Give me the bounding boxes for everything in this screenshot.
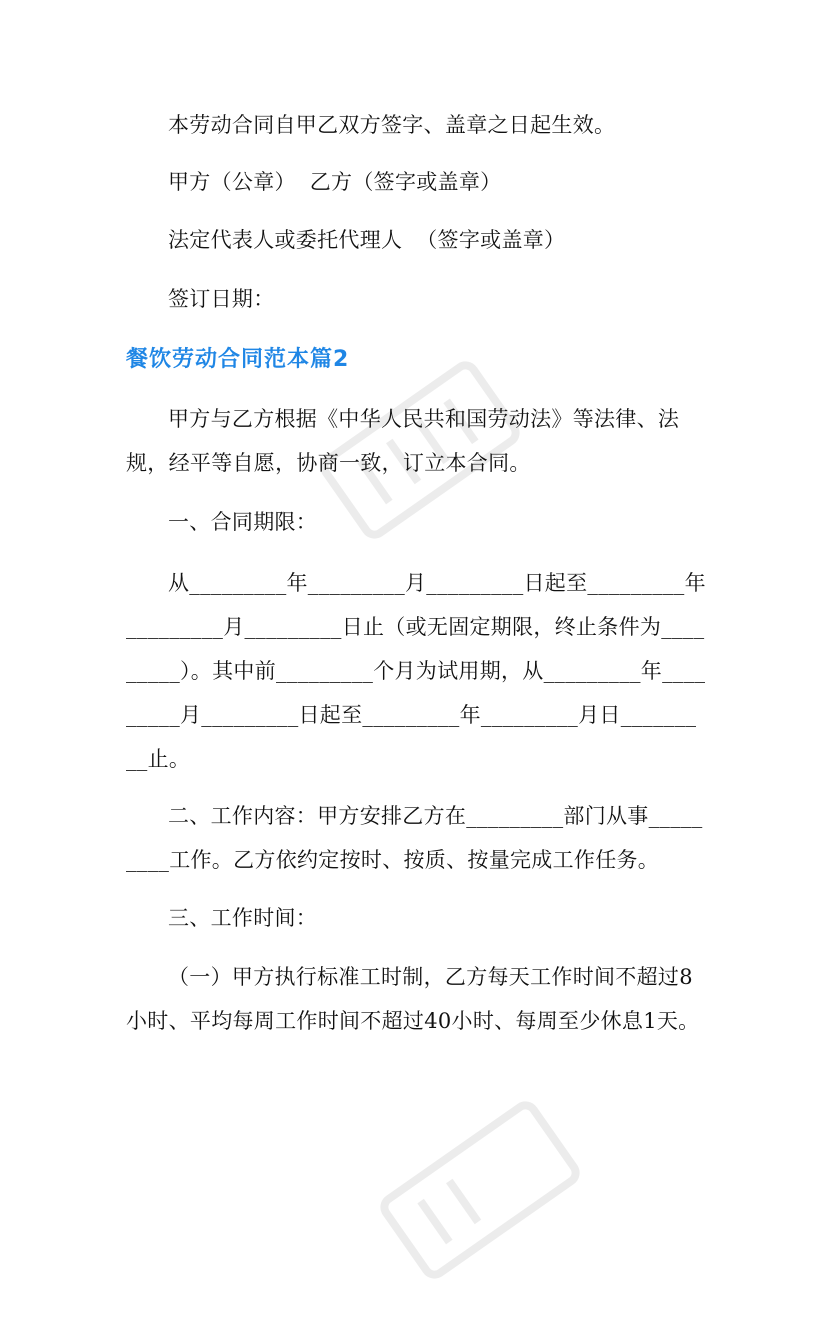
effective-clause: 本劳动合同自甲乙双方签字、盖章之日起生效。 <box>168 113 616 137</box>
work-content-section: 二、工作内容：甲方安排乙方在_________部门从事_________工作。乙方依约定按时、按质、按量完成工作任务。 <box>126 804 703 872</box>
watermark-stamp-icon <box>330 1040 630 1340</box>
term-section-title: 一、合同期限： <box>168 510 318 534</box>
representative-signature-line: 法定代表人或委托代理人 （签字或盖章） <box>168 228 566 252</box>
signing-date-line: 签订日期： <box>168 287 275 311</box>
section-heading: 餐饮劳动合同范本篇2 <box>126 347 350 372</box>
intro-paragraph: 甲方与乙方根据《中华人民共和国劳动法》等法律、法规，经平等自愿，协商一致，订立本合同。 <box>126 407 680 475</box>
work-hours-item-1: （一）甲方执行标准工时制，乙方每天工作时间不超过8小时、平均每周工作时间不超过40小时、每周至少休息1天。 <box>126 965 700 1033</box>
work-hours-section-title: 三、工作时间： <box>168 906 318 930</box>
term-section-body: 从_________年_________月_________日起至_________年_________月_________日止（或无固定期限，终止条件为_________）。其中前_________个月为试用期，从_________年_________月_________日起至_________年_________月日_________止。 <box>126 571 706 771</box>
party-signature-line: 甲方（公章） 乙方（签字或盖章） <box>168 170 502 194</box>
